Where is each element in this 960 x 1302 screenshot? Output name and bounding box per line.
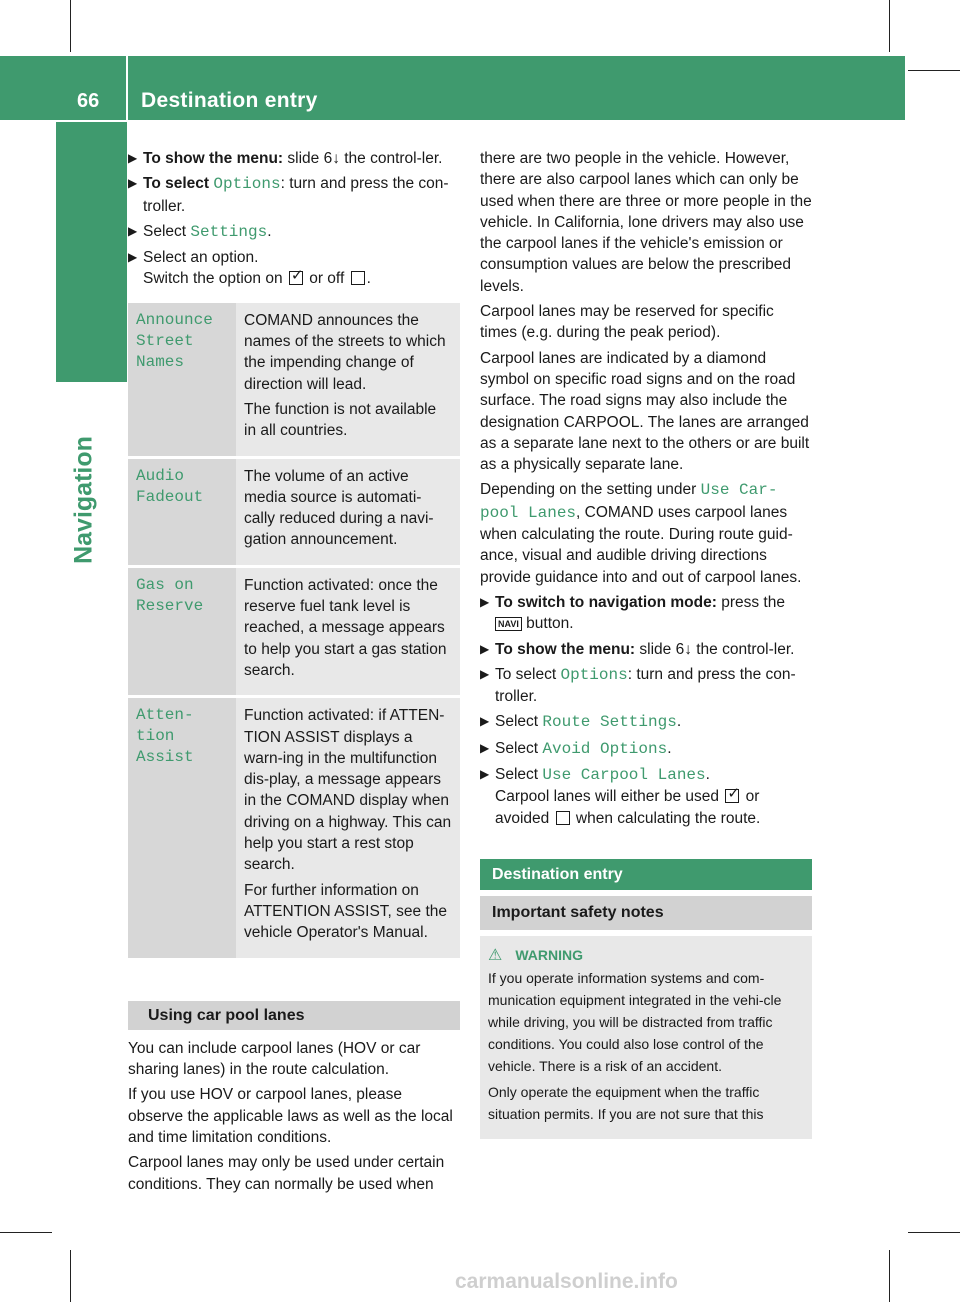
option-desc-text: COMAND announces the names of the streets to which the impending change of direction will lead. — [244, 311, 446, 393]
chapter-title: Destination entry — [141, 89, 318, 112]
option-key-line: tion — [136, 727, 175, 746]
option-key — [128, 566, 236, 696]
step-text: . — [676, 713, 682, 731]
arrow-icon: ▶ — [128, 250, 138, 265]
paragraph-text: Depending on the setting under — [480, 481, 701, 499]
crop-mark — [70, 1250, 71, 1302]
section-heading-destination-entry: Destination entry — [480, 859, 812, 890]
step-text: Select — [495, 766, 543, 784]
step — [128, 148, 460, 169]
crop-mark — [889, 1250, 890, 1302]
left-column — [128, 148, 460, 1199]
warning-text: If you operate information systems and com-munication equipment integrated in the vehi-cle while driving, you will be distracted from traffic conditions. You could also lose control of the vehicle. There is a risk of an accident. — [488, 969, 782, 1074]
step-bold: To switch to navigation mode: — [495, 593, 717, 611]
crop-mark — [0, 1232, 52, 1233]
step-bold: To show the menu: — [143, 150, 284, 167]
navi-button-icon: NAVI — [495, 617, 522, 631]
paragraph: You can include carpool lanes (HOV or car sharing lanes) in the route calculation. — [128, 1039, 421, 1079]
step — [480, 592, 812, 635]
paragraph — [480, 479, 812, 587]
section-heading-carpool: Using car pool lanes — [128, 1001, 460, 1030]
option-desc-text: Function activated: once the reserve fuel tank level is reached, a message appears to help you start a gas station search. — [244, 576, 447, 679]
side-tab-label-text: Navigation — [69, 436, 98, 564]
menu-item-settings: Settings — [190, 222, 268, 241]
warning-box — [480, 936, 812, 1139]
warning-triangle-icon: ⚠ — [488, 946, 503, 964]
checkbox-empty-icon — [556, 811, 570, 825]
step-text: Select — [495, 739, 543, 757]
step-text: . — [366, 270, 371, 288]
step-text: To select — [495, 665, 561, 683]
step-text: Switch the option on — [143, 270, 283, 288]
step-text: Select — [143, 222, 191, 240]
option-key-line: Assist — [136, 748, 194, 767]
arrow-icon: ▶ — [480, 740, 490, 755]
menu-item-use-carpool-lanes: Use Carpool Lanes — [542, 766, 706, 785]
arrow-icon: ▶ — [128, 151, 138, 165]
option-key — [128, 697, 236, 959]
arrow-icon: ▶ — [480, 594, 490, 609]
paragraph: there are two people in the vehicle. However, there are also carpool lanes which can only be used when there are three or more people in the vehicle. In California, lone drivers may also use the carpool lanes if the vehicle's emission or consumption values are below the prescribed levels. — [480, 150, 812, 295]
crop-mark — [908, 70, 960, 71]
step-text: or — [745, 788, 760, 806]
page-number: 66 — [77, 90, 100, 112]
option-desc-text: Function activated: if ATTEN-TION ASSIST displays a warn-ing in the multifunction dis-play, a message appears in the COMAND display when driving on a highway. This can help you start a rest stop search. — [244, 707, 452, 874]
paragraph: Carpool lanes may be reserved for specific times (e.g. during the peak period). — [480, 303, 774, 342]
table-row — [128, 303, 460, 457]
step-text: or off — [309, 270, 345, 288]
step-text: . — [667, 739, 672, 757]
table-row — [128, 566, 460, 696]
checkbox-checked-icon — [289, 271, 303, 285]
option-key — [128, 303, 236, 457]
header-bar — [0, 56, 905, 120]
step — [128, 173, 460, 217]
option-desc — [236, 697, 460, 959]
step — [128, 247, 460, 290]
right-column — [480, 148, 812, 1139]
crop-mark — [908, 1232, 960, 1233]
options-table — [128, 303, 460, 961]
crop-mark — [70, 0, 71, 52]
watermark: carmanualsonline.info — [455, 1270, 678, 1293]
option-key-line: Street — [136, 331, 194, 350]
step-bold: To select — [143, 175, 214, 193]
header-divider — [126, 56, 128, 120]
step-text: : turn and press the con-troller. — [495, 665, 796, 706]
option-desc-text: For further information on ATTENTION ASSIST, see the vehicle Operator's Manual. — [244, 881, 447, 942]
warning-text: Only operate the equipment when the traffic situation permits. If you are not sure that this — [488, 1083, 764, 1122]
option-key-line: Gas on — [136, 575, 194, 594]
option-key-line: Audio — [136, 466, 185, 485]
step-text: . — [267, 222, 272, 240]
step-text: Carpool lanes will either be used — [495, 788, 720, 806]
step-text: avoided — [495, 809, 550, 827]
step — [480, 738, 812, 760]
table-row — [128, 457, 460, 566]
arrow-icon: ▶ — [480, 641, 490, 656]
arrow-icon: ▶ — [480, 767, 490, 782]
step-text: slide 6↓ the control-ler. — [635, 640, 795, 658]
option-key — [128, 457, 236, 566]
arrow-icon: ▶ — [480, 714, 490, 729]
step-text: . — [705, 766, 710, 784]
step-text: when calculating the route. — [575, 809, 761, 827]
step — [480, 711, 812, 733]
step-text: Select an option. — [143, 249, 259, 267]
warning-header — [488, 944, 802, 967]
paragraph-text: , COMAND uses carpool lanes when calculating the route. During route guid-ance, visual and audible driving directions provide guidance into and out of carpool lanes. — [480, 503, 802, 586]
arrow-icon: ▶ — [128, 223, 138, 238]
paragraph: Carpool lanes may only be used under certain conditions. They can normally be used when — [128, 1154, 445, 1193]
side-tab — [56, 122, 127, 382]
option-desc-text: The volume of an active media source is automati-cally reduced during a navi-gation announcement. — [244, 467, 434, 549]
step-bold: To show the menu: — [495, 640, 636, 658]
option-desc — [236, 566, 460, 696]
table-row — [128, 697, 460, 959]
option-desc — [236, 457, 460, 566]
step-text: button. — [521, 615, 574, 633]
checkbox-empty-icon — [351, 271, 365, 285]
step — [480, 764, 812, 829]
option-key-line: Fadeout — [136, 487, 204, 506]
paragraph: Carpool lanes are indicated by a diamond symbol on specific road signs and on the road surface. The road signs may also include the designation CARPOOL. The lanes are arranged as a separate lane next to the others or are built as a physically separate lane. — [480, 349, 810, 474]
menu-item-avoid-options: Avoid Options — [542, 739, 668, 758]
menu-item-options: Options — [560, 665, 628, 684]
checkbox-checked-icon — [725, 789, 739, 803]
arrow-icon: ▶ — [128, 176, 138, 191]
crop-mark — [889, 0, 890, 52]
step-text: slide 6↓ the control-ler. — [283, 150, 443, 167]
menu-item-use-carpool-lanes: Use Car‐ pool Lanes — [480, 481, 778, 522]
paragraph: If you use HOV or carpool lanes, please observe the applicable laws as well as the local and time limitation conditions. — [128, 1086, 453, 1146]
arrow-icon: ▶ — [480, 666, 490, 681]
option-key-line: Names — [136, 352, 185, 371]
step — [128, 221, 460, 243]
menu-item-route-settings: Route Settings — [542, 713, 677, 732]
step-text: : turn and press the con-troller. — [143, 175, 449, 215]
menu-item-options: Options — [213, 175, 281, 194]
step — [480, 639, 812, 660]
option-desc — [236, 303, 460, 457]
option-desc-text: The function is not available in all countries. — [244, 400, 437, 440]
option-key-line: Announce — [136, 310, 213, 329]
option-key-line: Reserve — [136, 596, 204, 615]
warning-title: WARNING — [515, 946, 584, 963]
step-text: Select — [495, 713, 543, 731]
step-text: press the — [716, 593, 785, 611]
option-key-line: Atten‐ — [136, 706, 194, 725]
section-heading-safety-notes: Important safety notes — [480, 896, 812, 929]
step — [480, 664, 812, 708]
